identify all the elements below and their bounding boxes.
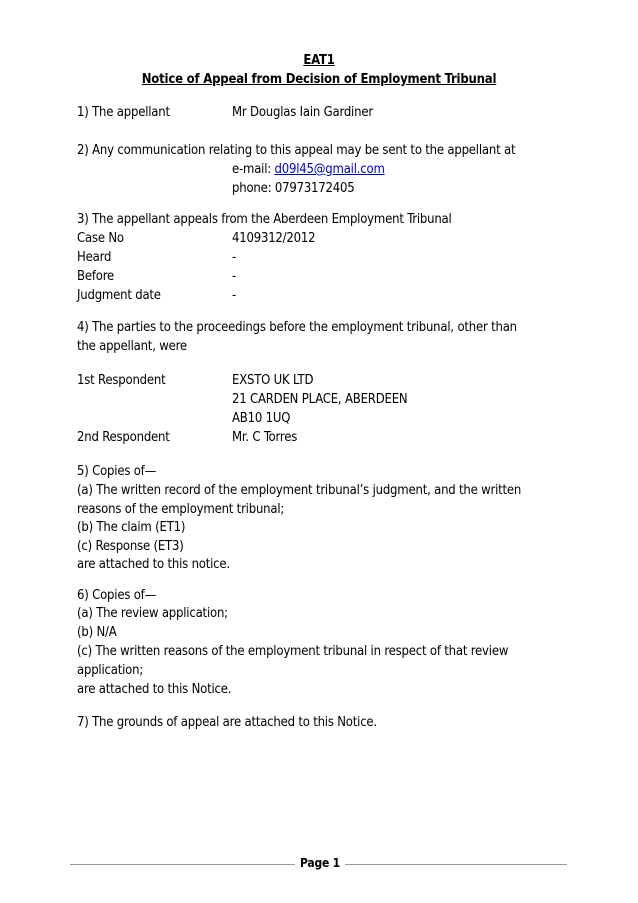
case-no-label: Case No xyxy=(77,231,124,246)
judgment-date-value: - xyxy=(232,288,237,303)
before-value: - xyxy=(232,269,237,284)
page-number: Page 1 xyxy=(300,856,340,870)
footer-divider-right xyxy=(345,864,567,865)
respondent1-postcode: AB10 1UQ xyxy=(232,411,291,426)
case-no-value: 4109312/2012 xyxy=(232,231,316,246)
respondent2-name: Mr. C Torres xyxy=(232,430,298,445)
section6-line: application; xyxy=(77,663,144,678)
grounds-text: 7) The grounds of appeal are attached to this Notice. xyxy=(77,715,377,730)
email-label: e-mail: xyxy=(232,162,275,177)
respondent1-name: EXSTO UK LTD xyxy=(232,373,314,388)
footer-divider-left xyxy=(70,864,295,865)
section5-line: (a) The written record of the employment tribunal’s judgment, and the written xyxy=(77,483,522,498)
section5-line: 5) Copies of— xyxy=(77,464,157,479)
section6-line: 6) Copies of— xyxy=(77,588,157,603)
section5-line: (b) The claim (ET1) xyxy=(77,520,186,535)
heard-value: - xyxy=(232,250,237,265)
section5-line: reasons of the employment tribunal; xyxy=(77,502,285,517)
appellant-label: 1) The appellant xyxy=(77,105,170,120)
section6-line: are attached to this Notice. xyxy=(77,682,232,697)
before-label: Before xyxy=(77,269,115,284)
heard-label: Heard xyxy=(77,250,112,265)
appeal-from-text: 3) The appellant appeals from the Aberdeen Employment Tribunal xyxy=(77,212,452,227)
respondent1-address: 21 CARDEN PLACE, ABERDEEN xyxy=(232,392,408,407)
parties-text-line1: 4) The parties to the proceedings before the employment tribunal, other than xyxy=(77,320,517,335)
section6-line: (b) N/A xyxy=(77,625,117,640)
form-code: EAT1 xyxy=(303,53,335,68)
section5-line: (c) Response (ET3) xyxy=(77,539,184,554)
appellant-name: Mr Douglas Iain Gardiner xyxy=(232,105,373,120)
respondent1-label: 1st Respondent xyxy=(77,373,166,388)
judgment-date-label: Judgment date xyxy=(77,288,161,303)
phone-line: phone: 07973172405 xyxy=(232,181,355,196)
section5-line: are attached to this notice. xyxy=(77,557,230,572)
section6-line: (a) The review application; xyxy=(77,606,228,621)
respondent2-label: 2nd Respondent xyxy=(77,430,170,445)
email-line xyxy=(232,160,385,179)
communication-text: 2) Any communication relating to this appeal may be sent to the appellant at xyxy=(77,143,516,158)
form-title: Notice of Appeal from Decision of Employment Tribunal xyxy=(141,72,497,87)
section6-line: (c) The written reasons of the employment tribunal in respect of that review xyxy=(77,644,509,659)
email-link[interactable]: d09l45@gmail.com xyxy=(274,162,385,177)
parties-text-line2: the appellant, were xyxy=(77,339,187,354)
